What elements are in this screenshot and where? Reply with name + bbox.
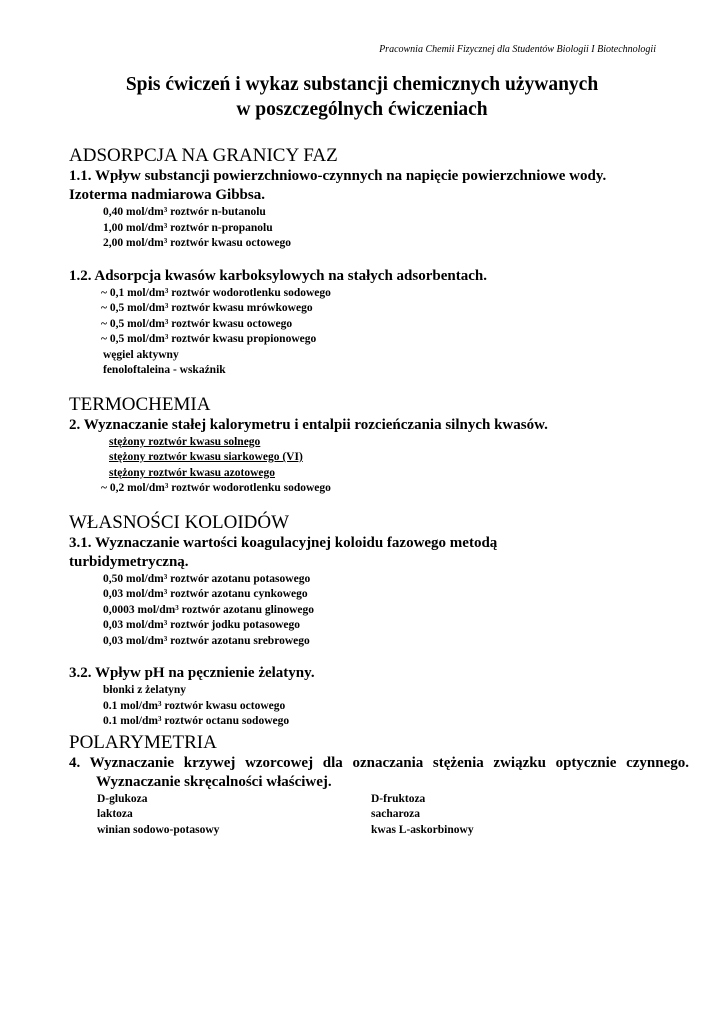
substance-item: 0.1 mol/$dm^3$ roztwór kwasu octowego: [103, 699, 286, 712]
substance-list-2: [69, 481, 689, 497]
substance-item: 1,00 mol/$dm^3$ roztwór n-propanolu: [103, 221, 273, 234]
substance-item: 2,00 mol/$dm^3$ roztwór kwasu octowego: [103, 237, 292, 249]
substance-list-3-2: [69, 683, 689, 730]
title-line-1: Spis ćwiczeń i wykaz substancji chemicznych używanych: [125, 74, 599, 95]
substance-item: stężony roztwór kwasu solnego: [109, 435, 261, 448]
substance-list-1-1: [69, 205, 689, 252]
substance-item: ~ 0,5 mol/$dm^3$ roztwór kwasu octowego: [101, 317, 293, 330]
section-title-polarymetria: POLARYMETRIA: [69, 731, 217, 753]
exercise-title-3-1: [69, 534, 689, 572]
exercise-title-4: 4. Wyznaczanie krzywej wzorcowej dla oznaczania stężenia związku optycznie czynnego. Wyznaczanie skręcalności właściwej.: [69, 754, 689, 790]
substance-item-right: kwas L-askorbinowy: [371, 823, 474, 836]
running-header: Pracownia Chemii Fizycznej dla Studentów Biologii I Biotechnologii: [379, 44, 656, 55]
substance-item: ~ 0,5 mol/$dm^3$ roztwór kwasu mrówkowego: [101, 302, 313, 314]
section-title-adsorpcja: ADSORPCJA NA GRANICY FAZ: [69, 145, 338, 166]
substance-item: ~ 0,2 mol/$dm^3$ roztwór wodorotlenku sodowego: [101, 482, 331, 494]
substance-columns-4: [69, 792, 689, 839]
substance-item: 0,03 mol/$dm^3$ roztwór jodku potasowego: [103, 619, 300, 631]
substance-item: stężony roztwór kwasu azotowego: [109, 466, 275, 479]
substance-item: fenoloftaleina - wskaźnik: [103, 364, 226, 376]
substance-item-right: D-fruktoza: [371, 792, 426, 805]
substance-item: ~ 0,5 mol/$dm^3$ roztwór kwasu propionowego: [101, 333, 317, 345]
substance-item: węgiel aktywny: [103, 348, 179, 361]
document-title: [0, 72, 724, 122]
substance-item: 0,03 mol/$dm^3$ roztwór azotanu srebrowego: [103, 634, 310, 647]
exercise-title-3-1-line-2: turbidymetryczną.: [69, 553, 189, 570]
substance-item: 0.1 mol/$dm^3$ roztwór octanu sodowego: [103, 715, 290, 727]
substance-item-left: laktoza: [97, 808, 133, 820]
substance-item: stężony roztwór kwasu siarkowego (VI): [109, 451, 303, 463]
exercise-title-1-1-line-1: 1.1. Wpływ substancji powierzchniowo-czynnych na napięcie powierzchniowe wody.: [69, 168, 607, 184]
exercise-title-1-1-line-2: Izoterma nadmiarowa Gibbsa.: [69, 187, 265, 203]
exercise-title-2: 2. Wyznaczanie stałej kalorymetru i entalpii rozcieńczania silnych kwasów.: [69, 416, 548, 433]
substance-item: 0,40 mol/$dm^3$ roztwór n-butanolu: [103, 206, 266, 218]
exercise-title-3-1-line-1: 3.1. Wyznaczanie wartości koagulacyjnej koloidu fazowego metodą: [69, 534, 498, 551]
exercise-title-3-2: 3.2. Wpływ pH na pęcznienie żelatyny.: [69, 665, 315, 681]
substance-item-right: sacharoza: [371, 808, 420, 820]
document-content: [69, 145, 689, 838]
exercise-title-1-2: 1.2. Adsorpcja kwasów karboksylowych na stałych adsorbentach.: [69, 267, 487, 284]
section-title-termochemia: TERMOCHEMIA: [69, 393, 211, 415]
substance-item: 0,03 mol/$dm^3$ roztwór azotanu cynkowego: [103, 588, 308, 600]
section-title-koloidy: WŁASNOŚCI KOLOIDÓW: [69, 511, 290, 533]
exercise-title-1-1: [69, 167, 689, 205]
title-line-2: w poszczególnych ćwiczeniach: [236, 99, 488, 120]
substance-list-2-underlined: [69, 435, 689, 482]
substance-item-left: winian sodowo-potasowy: [97, 823, 220, 836]
substance-item: 0,0003 mol/$dm^3$ roztwór azotanu glinowego: [103, 603, 315, 616]
substance-item-left: D-glukoza: [97, 792, 148, 805]
substance-list-1-2: [69, 286, 689, 379]
substance-list-3-1: [69, 572, 689, 650]
substance-item: ~ 0,1 mol/$dm^3$ roztwór wodorotlenku sodowego: [101, 286, 331, 299]
substance-item: błonki z żelatyny: [103, 684, 187, 696]
substance-item: 0,50 mol/$dm^3$ roztwór azotanu potasowego: [103, 572, 311, 585]
